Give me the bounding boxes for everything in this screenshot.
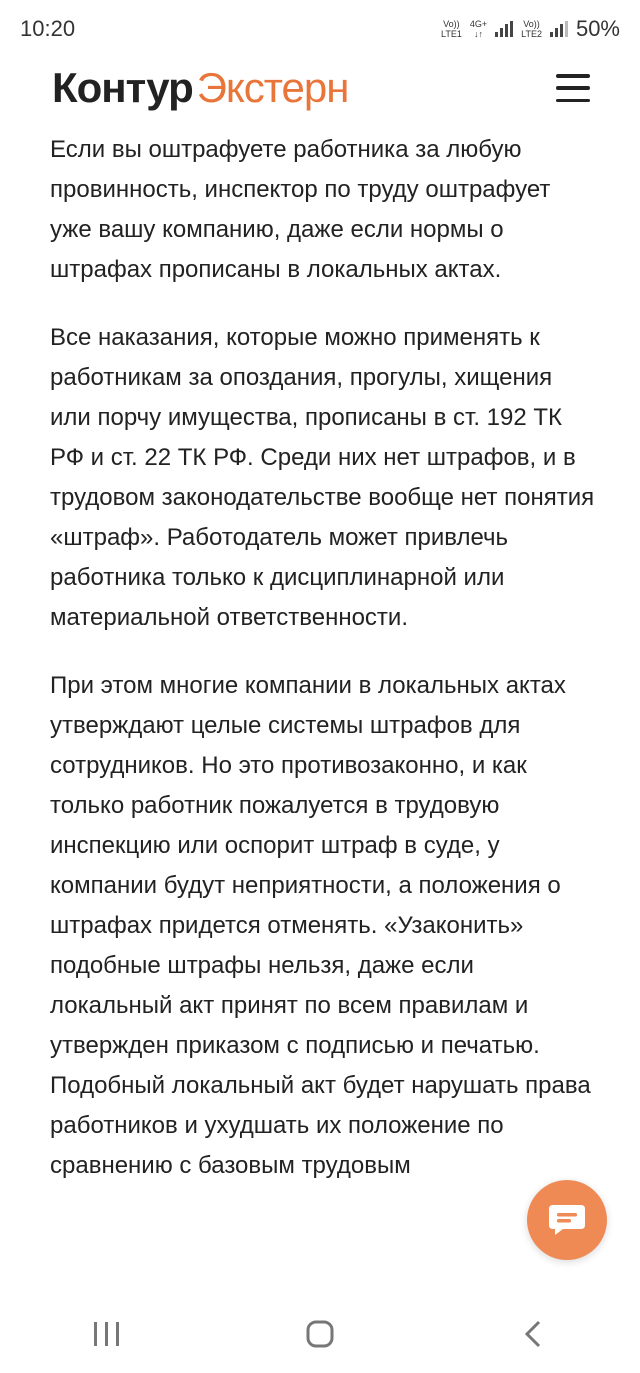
sim1-indicator: Vo)) LTE1 <box>441 19 462 39</box>
logo-kontur: Контур <box>52 64 193 111</box>
recent-apps-icon <box>92 1320 122 1348</box>
kontur-extern-logo[interactable] <box>52 64 348 112</box>
article-paragraph-3: При этом многие компании в локальных актах утверждают целые системы штрафов для сотрудников. Но это противозаконно, и как только работник пожалуется в трудовую инспекцию или оспорит штраф в суде, у компании будут неприятности, а положения о штрафах придется отменять. «Узаконить» подобные штрафы нельзя, даже если локальный акт принят по всем правилам и утвержден приказом с подписью и печатью. Подобный локальный акт будет нарушать права работников и ухудшать их положение по сравнению с базовым трудовым <box>50 672 591 1179</box>
logo-extern: Экстерн <box>196 64 349 111</box>
chat-icon <box>547 1202 587 1238</box>
home-button[interactable] <box>290 1304 350 1364</box>
status-bar <box>0 0 640 58</box>
site-header <box>0 58 640 118</box>
battery-percent: 50% <box>575 16 620 41</box>
signal-icon-2 <box>550 21 568 37</box>
signal-icon <box>495 21 513 37</box>
sim2-indicator: Vo)) LTE2 <box>521 19 542 39</box>
home-icon <box>305 1319 335 1349</box>
recent-apps-button[interactable] <box>77 1304 137 1364</box>
article-paragraph-2: Все наказания, которые можно применять к работникам за опоздания, прогулы, хищения или порчу имущества, прописаны в ст. 192 ТК РФ и ст. 22 ТК РФ. Среди них нет штрафов, и в трудовом законодательстве вообще нет понятия «штраф». Работодатель может привлечь работника только к дисциплинарной или материальной ответственности. <box>50 324 595 631</box>
article-body <box>50 130 595 1295</box>
chat-button[interactable] <box>527 1180 607 1260</box>
status-icons <box>441 16 620 42</box>
back-button[interactable] <box>503 1304 563 1364</box>
system-nav-bar <box>0 1295 640 1373</box>
back-icon <box>521 1319 545 1349</box>
article-paragraph-1: Если вы оштрафуете работника за любую провинность, инспектор по труду оштрафует уже вашу компанию, даже если нормы о штрафах прописаны в локальных актах. <box>50 136 551 283</box>
status-time: 10:20 <box>20 16 76 41</box>
network-type-indicator: 4G+ ↓↑ <box>469 19 488 39</box>
hamburger-menu-icon[interactable] <box>556 74 590 102</box>
